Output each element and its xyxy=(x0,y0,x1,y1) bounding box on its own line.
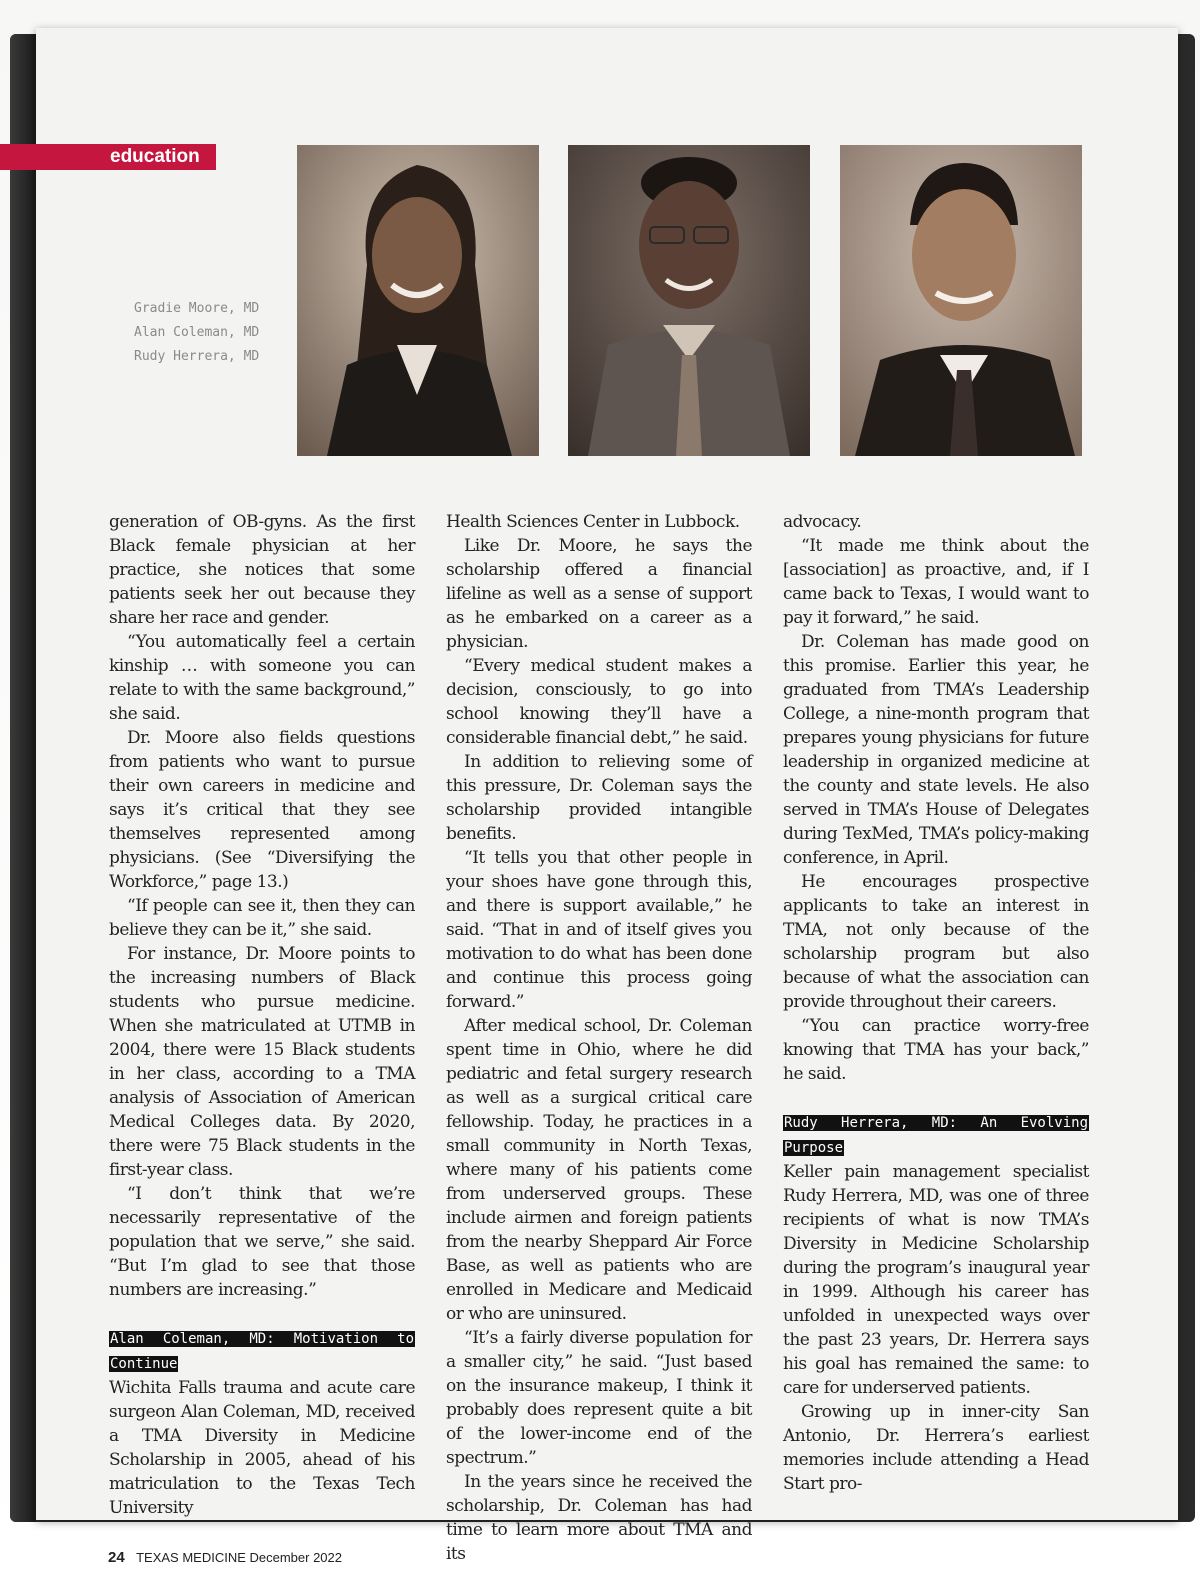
paragraph: “You automatically feel a certain kinship … with someone you can relate to with the same background,” she said. xyxy=(109,632,415,724)
portrait-photo-1 xyxy=(297,145,539,456)
article-column-3 xyxy=(783,510,1089,1496)
paragraph: Dr. Coleman has made good on this promise. Earlier this year, he graduated from TMA’s Leadership College, a nine-month program that prepares young physicians for future leadership in organized medicine at the county and state levels. He also served in TMA’s House of Delegates during TexMed, TMA’s policy-making conference, in April. xyxy=(783,632,1089,868)
paragraph: Growing up in inner-city San Antonio, Dr. Herrera’s earliest memories include attending a Head Start pro- xyxy=(783,1402,1089,1494)
paragraph: In the years since he received the scholarship, Dr. Coleman has had time to learn more about TMA and its xyxy=(446,1472,752,1564)
paragraph: “It tells you that other people in your shoes have gone through this, and there is support available,” he said. “That in and of itself gives you motivation to do what has been done and continue this process going forward.” xyxy=(446,848,752,1012)
paragraph: “It’s a fairly diverse population for a smaller city,” he said. “Just based on the insurance makeup, I think it probably does represent quite a bit of the lower-income end of the spectrum.” xyxy=(446,1328,752,1468)
caption-1: Gradie Moore, MD xyxy=(134,301,260,316)
paragraph: “I don’t think that we’re necessarily representative of the population that we serve,” she said. “But I’m glad to see that those numbers are increasing.” xyxy=(109,1184,415,1300)
paragraph: “It made me think about the [association] as proactive, and, if I came back to Texas, I would want to pay it forward,” he said. xyxy=(783,536,1089,628)
paragraph: “Every medical student makes a decision, consciously, to go into school knowing they’ll have a considerable financial debt,” he said. xyxy=(446,656,752,748)
paragraph: Keller pain management specialist Rudy Herrera, MD, was one of three recipients of what is now TMA’s Diversity in Medicine Scholarship during the program’s inaugural year in 1999. Although his career has unfolded in unexpected ways over the past 23 years, Dr. Herrera says his goal has remained the same: to care for underserved patients. xyxy=(783,1162,1089,1398)
paragraph: Like Dr. Moore, he says the scholarship offered a financial lifeline as well as a sense of support as he embarked on a career as a physician. xyxy=(446,536,752,652)
article-column-1 xyxy=(109,510,415,1520)
paragraph: Wichita Falls trauma and acute care surgeon Alan Coleman, MD, received a TMA Diversity in Medicine Scholarship in 2005, ahead of his matriculation to the Texas Tech University xyxy=(109,1378,415,1518)
paragraph: Health Sciences Center in Lubbock. xyxy=(446,512,740,532)
caption-2: Alan Coleman, MD xyxy=(134,325,260,340)
paragraph: He encourages prospective applicants to take an interest in TMA, not only because of the scholarship program but also because of what the association can provide throughout their careers. xyxy=(783,872,1089,1012)
photo-captions xyxy=(134,297,259,369)
paragraph: advocacy. xyxy=(783,512,862,532)
subhead-rudy-herrera: Rudy Herrera, MD: An Evolving Purpose xyxy=(784,1115,1088,1156)
paragraph: “You can practice worry-free knowing that TMA has your back,” he said. xyxy=(783,1016,1089,1084)
paragraph: In addition to relieving some of this pressure, Dr. Coleman says the scholarship provided intangible benefits. xyxy=(446,752,752,844)
subhead-wrap xyxy=(783,1110,1089,1160)
section-tag: education xyxy=(0,144,216,170)
paragraph: For instance, Dr. Moore points to the increasing numbers of Black students who pursue medicine. When she matriculated at UTMB in 2004, there were 15 Black students in her class, according to a TMA analysis of Association of American Medical Colleges data. By 2020, there were 75 Black students in the first-year class. xyxy=(109,944,415,1180)
issue-date: December 2022 xyxy=(249,1550,342,1565)
subhead-alan-coleman: Alan Coleman, MD: Motivation to Continue xyxy=(110,1331,414,1372)
paragraph: Dr. Moore also fields questions from patients who want to pursue their own careers in medicine and says it’s critical that they see themselves represented among physicians. (See “Diversifying the Workforce,” page 13.) xyxy=(109,728,415,892)
paragraph: After medical school, Dr. Coleman spent time in Ohio, where he did pediatric and fetal surgery research as well as a surgical critical care fellowship. Today, he practices in a small community in North Texas, where many of his patients come from underserved groups. These include airmen and foreign patients from the nearby Sheppard Air Force Base, as well as patients who are enrolled in Medicare and Medicaid or who are uninsured. xyxy=(446,1016,752,1324)
portrait-photo-2 xyxy=(568,145,810,456)
page-footer xyxy=(108,1549,342,1566)
subhead-wrap xyxy=(109,1326,415,1376)
caption-3: Rudy Herrera, MD xyxy=(134,349,260,364)
binder-spine xyxy=(10,34,36,1522)
paragraph: generation of OB-gyns. As the first Black female physician at her practice, she notices that some patients seek her out because they share her race and gender. xyxy=(109,512,415,628)
paragraph: “If people can see it, then they can believe they can be it,” she said. xyxy=(109,896,415,940)
portrait-photo-3 xyxy=(840,145,1082,456)
page-number: 24 xyxy=(108,1549,125,1566)
publication-name: TEXAS MEDICINE xyxy=(136,1550,246,1565)
article-column-2 xyxy=(446,510,752,1566)
